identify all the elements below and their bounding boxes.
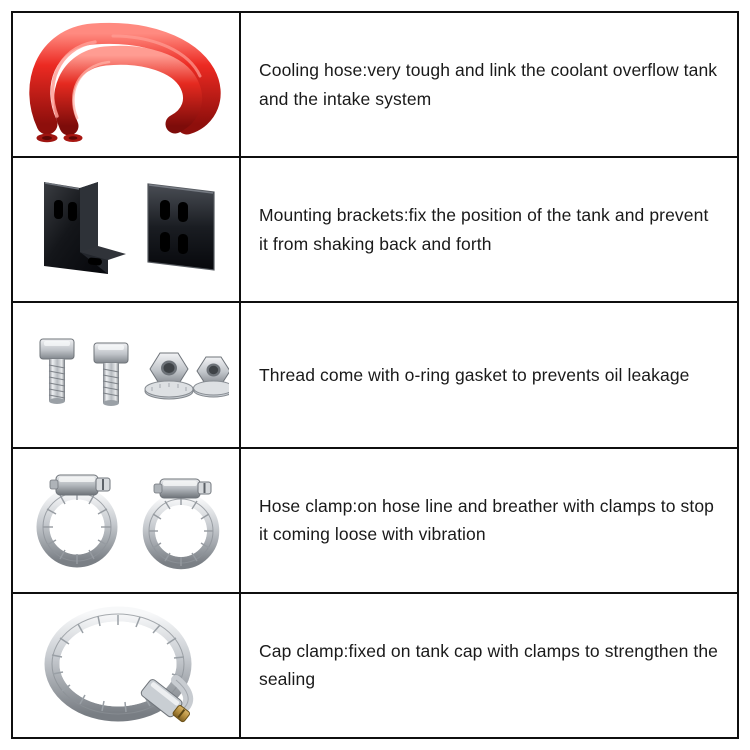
- mounting-brackets-photo: [26, 174, 226, 286]
- part-image-cell: [13, 594, 241, 737]
- part-image-cell: [13, 449, 241, 592]
- part-description: Thread come with o-ring gasket to prevents oil leakage: [259, 364, 690, 385]
- part-description: Cooling hose:very tough and link the coolant overflow tank and the intake system: [259, 60, 718, 109]
- table-row: [13, 13, 737, 158]
- hose-clamps-photo: [24, 465, 229, 575]
- part-description-cell: [241, 594, 737, 737]
- parts-table: [11, 11, 739, 739]
- part-description-cell: [241, 303, 737, 446]
- cooling-hose-photo: [21, 20, 231, 150]
- part-image-cell: [13, 13, 241, 156]
- bolts-and-nuts-photo: [24, 327, 229, 423]
- part-description-cell: [241, 13, 737, 156]
- table-row: [13, 449, 737, 594]
- part-image-cell: [13, 303, 241, 446]
- table-row: [13, 594, 737, 737]
- cap-clamp-photo: [26, 604, 226, 726]
- part-description: Cap clamp:fixed on tank cap with clamps to strengthen the sealing: [259, 641, 718, 690]
- part-description-cell: [241, 449, 737, 592]
- part-image-cell: [13, 158, 241, 301]
- part-description-cell: [241, 158, 737, 301]
- table-row: [13, 303, 737, 448]
- part-description: Mounting brackets:fix the position of the tank and prevent it from shaking back and forth: [259, 205, 709, 254]
- table-row: [13, 158, 737, 303]
- part-description: Hose clamp:on hose line and breather with clamps to stop it coming loose with vibration: [259, 495, 715, 545]
